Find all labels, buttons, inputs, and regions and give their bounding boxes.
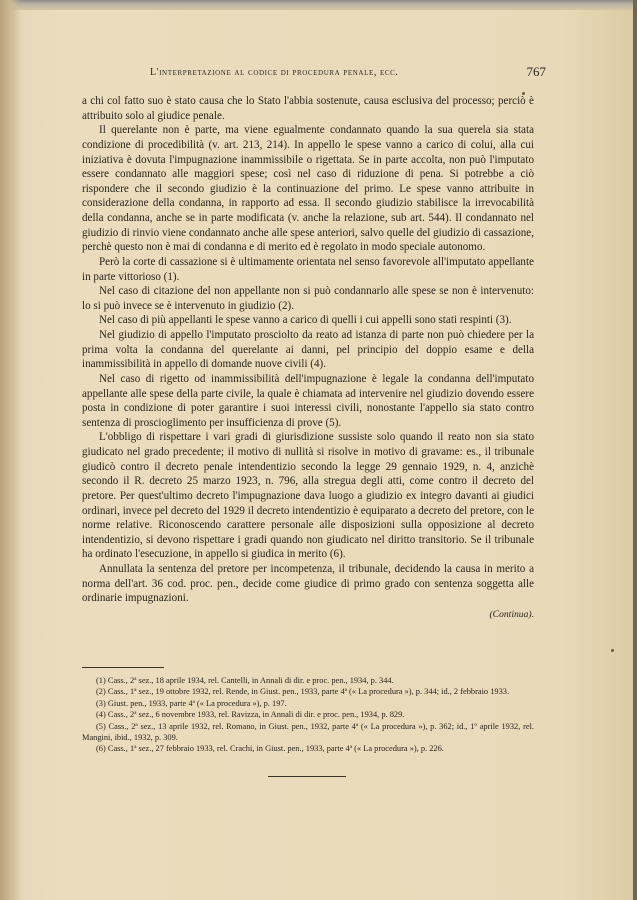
scan-right-edge [633, 0, 637, 900]
page-number: 767 [526, 64, 546, 79]
footnote: (5) Cass., 2ª sez., 13 aprile 1932, rel. Romano, in Giust. pen., 1932, parte 4ª (« La procedura »), p. 362; id., 1º aprile 1932, rel. Mangini, ibid., 1932, p. 309. [82, 721, 534, 743]
paragraph: a chi col fatto suo è stato causa che lo Stato l'abbia sostenute, causa esclusiva del processo; perciò è attribuito solo al giudice penale. [82, 95, 534, 122]
continua-note: (Continua). [489, 608, 534, 620]
running-head: L'interpretazione al codice di procedura penale, ecc. [150, 67, 399, 78]
footnotes [82, 675, 534, 755]
footnote: (6) Cass., 1ª sez., 27 febbraio 1933, rel. Crachi, in Giust. pen., 1933, parte 4ª (« La procedura »), p. 226. [96, 744, 444, 754]
paragraph: Nel giudizio di appello l'imputato prosciolto da reato ad istanza di parte non può chiedere per la prima volta la condanna del querelante ai danni, pel principio del doppio esame e della inammissibilità in appello di domande nuove civili (4). [82, 329, 534, 371]
body-text [82, 94, 534, 623]
paragraph: Nel caso di rigetto od inammissibilità dell'impugnazione è legale la condanna dell'imputato appellante alle spese della parte civile, la quale è chiamata ad intervenire nel giudizio dovendo essere posta in condizione di poter garantire i suoi interessi civili, nonostante l'appello sia stato contro sentenza di proscioglimento per insufficienza di prove (5). [82, 372, 534, 429]
footnote: (2) Cass., 1ª sez., 19 ottobre 1932, rel. Rende, in Giust. pen., 1933, parte 4ª (« La procedura »), p. 344; id., 2 febbraio 1933. [96, 687, 510, 697]
paper-speck [522, 92, 525, 95]
paragraph: Nel caso di più appellanti le spese vanno a carico di quelli i cui appelli sono stati respinti (3). [99, 314, 512, 327]
paragraph: Annullata la sentenza del pretore per incompetenza, il tribunale, decidendo la causa in merito a norma dell'art. 36 cod. proc. pen., decide come giudice di primo grado con sentenza soggetta alle ordinarie impugnazioni. [82, 563, 534, 605]
footnote: (1) Cass., 2ª sez., 18 aprile 1934, rel. Cantelli, in Annali di dir. e proc. pen., 1934, p. 344. [96, 676, 394, 685]
page-header [80, 64, 546, 82]
scan-top-edge [0, 0, 637, 10]
footnote: (4) Cass., 2ª sez., 6 novembre 1933, rel. Ravizza, in Annali di dir. e proc. pen., 1934, p. 829. [96, 710, 405, 720]
paragraph: Però la corte di cassazione si è ultimamente orientata nel senso favorevole all'imputato appellante in parte vittorioso (1). [82, 255, 534, 283]
paragraph: L'obbligo di rispettare i vari gradi di giurisdizione sussiste solo quando il reato non sia stato giudicato nel grado precedente; il motivo di nullità si risolve in motivo di gravame: es., il tribunale giudicò contro il decreto penale intendentizio secondo la legge 29 gennaio 1929, n. 4, anzichè secondo il R. decreto 25 marzo 1923, n. 796, alla stregua degli atti, come contro il decreto del pretore. Per quest'ultimo decreto l'impugnazione dava luogo a giudizio ex integro davanti ai giudici ordinari, invece pel decreto del 1929 il decreto intendentizio è equiparato a decreto del pretore, con le norme relative. Riconoscendo carattere personale alle disposizioni sulla opposizione al decreto intendentizio, si devono rispettare i gradi quando non giudicato nel diritto transitorio. Se il tribunale ha ordinato l'esecuzione, in appello si giudica in merito (6). [82, 431, 534, 561]
page-gutter-shadow [0, 0, 22, 900]
paragraph: Nel caso di citazione del non appellante non si può condannarlo alle spese se non è intervenuto: lo si può invece se è intervenuto in giudizio (2). [82, 285, 534, 312]
footnote: (3) Giust. pen., 1933, parte 4ª (« La procedura »), p. 197. [96, 698, 287, 708]
paper-speck [611, 649, 614, 652]
end-rule [268, 776, 346, 777]
paragraph: Il querelante non è parte, ma viene egualmente condannato quando la sua querela sia stata condizione di procedibilità (v. art. 213, 214). In appello le spese vanno a carico di colui, alla cui iniziativa è dovuta l'impugnazione inammissibile o rigettata. Se in parte accolta, non può l'imputato essere condannato alle maggiori spese; così nel caso di riduzione di pena. Si potrebbe a ciò rispondere che il secondo giudizio è la continuazione del primo. Le spese vanno attribuite in considerazione della condanna, in rapporto ad essa. Il secondo giudizio stabilisce la irrevocabilità della condanna, anche se in parte modificata (v. anche la relazione, sub art. 544). Il condannato nel giudizio di rinvio viene condannato anche alle spese anteriori, salvo quelle del giudizio di cassazione, perchè questo non è mai di condanna e di merito ed è regolato in modo speciale autonomo. [82, 124, 534, 254]
footnote-separator [82, 667, 164, 668]
